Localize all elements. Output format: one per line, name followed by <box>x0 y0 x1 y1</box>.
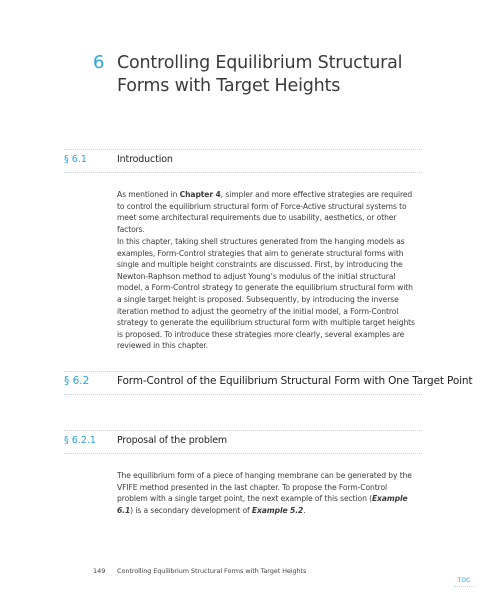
section-number: § 6.2 <box>64 375 90 387</box>
example-link[interactable]: Example 6.1 <box>117 494 408 515</box>
paragraph-intro-2: In this chapter, taking shell structures generated from the hanging models as examples, Form-Control strategies that aim to generate structural forms with single and multiple height constraints are discussed. First, by introducing the Newton-Raphson method to adjust Young’s modulus of the initial structural model, a Form-Control strategy to generate the equilibrium structural form with a single target height is proposed. Subsequently, by introducing the inverse iteration method to adjust the geometry of the initial model, a Form-Control strategy to generate the equilibrium structural form with multiple target heights is proposed. To introduce these strategies more clearly, several examples are reviewed in this chapter. <box>117 237 415 351</box>
chapter-title: Controlling Equilibrium Structural Forms with Target Heights <box>117 53 403 96</box>
section-header-6-2 <box>64 371 473 395</box>
chapter-number: 6 <box>93 52 105 73</box>
paragraph-text: . <box>303 505 306 515</box>
section-header-6-1 <box>64 149 422 173</box>
section-header-6-2-1 <box>64 430 422 454</box>
section-title: Form-Control of the Equilibrium Structural Form with One Target Point <box>117 375 473 387</box>
section-number: § 6.2.1 <box>64 435 96 446</box>
paragraph-text: , simpler and more effective strategies are required to control the equilibrium structural form of Force-Active structural systems to meet some architectural requirements due to usability, aesthetics, or other factors. <box>117 190 413 234</box>
paragraph-text: As mentioned in <box>117 190 180 199</box>
chapter-link[interactable]: Chapter 4 <box>179 190 221 199</box>
toc-link[interactable]: TOC <box>454 577 474 587</box>
running-title: Controlling Equilibrium Structural Forms with Target Heights <box>117 567 307 575</box>
page-number: 149 <box>93 567 106 575</box>
section-number: § 6.1 <box>64 154 87 165</box>
section-title: Introduction <box>117 154 173 165</box>
paragraph-text: The equilibrium form of a piece of hanging membrane can be generated by the VFIFE method presented in the last chapter. To propose the Form-Control problem with a single target point, the next example of this section ( <box>117 471 412 504</box>
section-title: Proposal of the problem <box>117 435 227 446</box>
example-link[interactable]: Example 5.2 <box>251 505 304 515</box>
paragraph-text: ) is a secondary development of <box>130 505 252 515</box>
paragraph-problem <box>117 470 417 516</box>
paragraph-intro-1 <box>117 189 417 235</box>
